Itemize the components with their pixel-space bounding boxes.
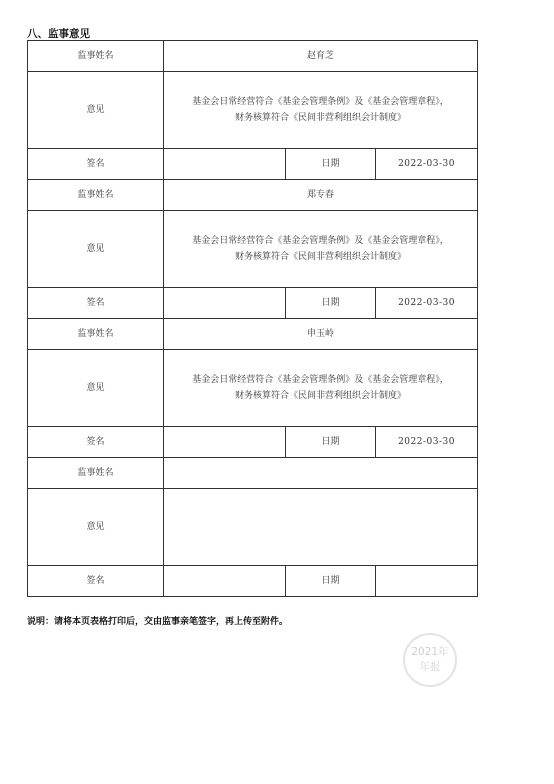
date-label: 日期 <box>286 566 376 597</box>
annual-report-stamp <box>403 633 457 687</box>
opinion-label: 意见 <box>28 350 164 427</box>
table-row-name <box>28 41 478 72</box>
date-value[interactable] <box>376 566 478 597</box>
supervisor-name: 赵育芝 <box>164 41 478 72</box>
date-value: 2022-03-30 <box>376 288 478 319</box>
name-label: 监事姓名 <box>28 180 164 211</box>
opinion-line: 基金会日常经营符合《基金会管理条例》及《基金会管理章程》， <box>192 97 449 107</box>
opinion-line: 财务核算符合《民间非营利组织会计制度》 <box>235 391 407 401</box>
table-row-opinion <box>28 211 478 288</box>
supervisor-name: 郑专春 <box>164 180 478 211</box>
table-row-sign <box>28 566 478 597</box>
opinion-line: 基金会日常经营符合《基金会管理条例》及《基金会管理章程》， <box>192 375 449 385</box>
sign-label: 签名 <box>28 288 164 319</box>
opinion-label: 意见 <box>28 489 164 566</box>
supervisor-name: 申玉岭 <box>164 319 478 350</box>
table-row-opinion <box>28 489 478 566</box>
signature-field[interactable] <box>164 427 286 458</box>
sign-label: 签名 <box>28 149 164 180</box>
name-label: 监事姓名 <box>28 41 164 72</box>
supervisor-opinion-table <box>27 40 478 597</box>
signature-field[interactable] <box>164 288 286 319</box>
table-row-opinion <box>28 350 478 427</box>
opinion-label: 意见 <box>28 72 164 149</box>
date-value: 2022-03-30 <box>376 149 478 180</box>
opinion-line: 基金会日常经营符合《基金会管理条例》及《基金会管理章程》， <box>192 236 449 246</box>
opinion-text[interactable] <box>164 489 478 566</box>
instruction-note: 说明：请将本页表格打印后，交由监事亲笔签字，再上传至附件。 <box>27 617 289 627</box>
opinion-label: 意见 <box>28 211 164 288</box>
sign-label: 签名 <box>28 427 164 458</box>
table-row-opinion <box>28 72 478 149</box>
stamp-year: 2021年 <box>411 646 449 658</box>
date-label: 日期 <box>286 288 376 319</box>
name-label: 监事姓名 <box>28 319 164 350</box>
supervisor-name[interactable] <box>164 458 478 489</box>
table-row-sign <box>28 288 478 319</box>
stamp-label: 年报 <box>419 661 441 673</box>
opinion-text <box>164 350 478 427</box>
sign-label: 签名 <box>28 566 164 597</box>
name-label: 监事姓名 <box>28 458 164 489</box>
table-row-name <box>28 180 478 211</box>
signature-field[interactable] <box>164 149 286 180</box>
signature-field[interactable] <box>164 566 286 597</box>
table-row-name <box>28 458 478 489</box>
opinion-line: 财务核算符合《民间非营利组织会计制度》 <box>235 113 407 123</box>
date-label: 日期 <box>286 427 376 458</box>
opinion-text <box>164 211 478 288</box>
table-row-sign <box>28 427 478 458</box>
opinion-text <box>164 72 478 149</box>
section-title: 八、监事意见 <box>27 28 90 40</box>
table-row-name <box>28 319 478 350</box>
date-label: 日期 <box>286 149 376 180</box>
opinion-line: 财务核算符合《民间非营利组织会计制度》 <box>235 252 407 262</box>
table-row-sign <box>28 149 478 180</box>
date-value: 2022-03-30 <box>376 427 478 458</box>
